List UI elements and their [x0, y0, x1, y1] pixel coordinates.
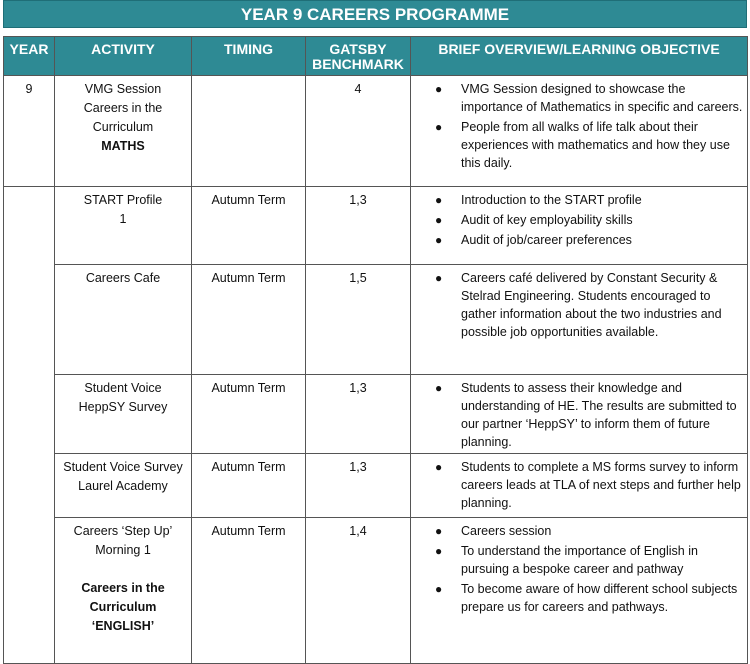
gatsby-cell: 1,4	[306, 518, 411, 664]
bullet-icon: ●	[435, 120, 443, 134]
list-item: ● Introduction to the START profile	[435, 193, 642, 207]
timing-cell: Autumn Term	[192, 518, 306, 664]
timing-cell: Autumn Term	[192, 265, 306, 375]
year-cell-continued	[4, 187, 55, 664]
list-item: ● Students to assess their knowledge and understanding of HE. The results are submitted to our partner ‘HeppSY’ to inform them of future planning.	[435, 381, 737, 449]
bullet-icon: ●	[435, 213, 443, 227]
gatsby-cell: 1,3	[306, 454, 411, 518]
header-year: YEAR	[4, 37, 55, 76]
gatsby-cell: 1,5	[306, 265, 411, 375]
table-row	[4, 76, 748, 187]
timing-cell: Autumn Term	[192, 454, 306, 518]
overview-cell	[411, 265, 748, 375]
list-item: ● Careers session	[435, 524, 552, 538]
gatsby-cell: 4	[306, 76, 411, 187]
activity-line: Curriculum	[92, 120, 154, 134]
list-item: ● Careers café delivered by Constant Security & Stelrad Engineering. Students encouraged to gather information about the two industries and possible job opportunities available.	[435, 271, 722, 339]
header-overview: BRIEF OVERVIEW/LEARNING OBJECTIVE	[411, 37, 748, 76]
activity-cell	[55, 187, 192, 265]
header-activity: ACTIVITY	[55, 37, 192, 76]
activity-subject: ‘ENGLISH’	[91, 619, 155, 633]
programme-table	[3, 36, 748, 664]
activity-cell	[55, 76, 192, 187]
list-item: ● Audit of job/career preferences	[435, 233, 632, 247]
year-cell: 9	[4, 76, 55, 187]
table-row	[4, 454, 748, 518]
gatsby-cell: 1,3	[306, 187, 411, 265]
bullet-icon: ●	[435, 460, 443, 474]
table-row	[4, 518, 748, 664]
header-timing: TIMING	[192, 37, 306, 76]
activity-line: Laurel Academy	[78, 479, 168, 493]
list-item: ● Audit of key employability skills	[435, 213, 633, 227]
overview-cell	[411, 454, 748, 518]
activity-line: START Profile	[83, 193, 163, 207]
timing-cell: Autumn Term	[192, 187, 306, 265]
overview-cell	[411, 518, 748, 664]
bullet-icon: ●	[435, 82, 443, 96]
activity-subject: Curriculum	[89, 600, 157, 614]
activity-line: Careers in the	[83, 101, 163, 115]
bullet-icon: ●	[435, 271, 443, 285]
table-row	[4, 375, 748, 454]
activity-line: Morning 1	[95, 543, 151, 557]
activity-line: Student Voice	[84, 381, 162, 395]
bullet-icon: ●	[435, 582, 443, 596]
activity-subject: Careers in the	[81, 581, 165, 595]
list-item: ● Students to complete a MS forms survey to inform careers leads at TLA of next steps and further help planning.	[435, 460, 741, 510]
bullet-icon: ●	[435, 233, 443, 247]
list-item: ● To become aware of how different school subjects prepare us for careers and pathways.	[435, 582, 738, 614]
activity-line: Careers ‘Step Up’	[73, 524, 173, 538]
activity-cell	[55, 265, 192, 375]
overview-cell	[411, 187, 748, 265]
activity-cell	[55, 375, 192, 454]
page-title: YEAR 9 CAREERS PROGRAMME	[3, 0, 747, 28]
list-item: ● People from all walks of life talk about their experiences with mathematics and how they use this daily.	[435, 120, 730, 170]
overview-cell	[411, 375, 748, 454]
timing-cell	[192, 76, 306, 187]
list-item: ● To understand the importance of English in pursuing a bespoke career and pathway	[435, 544, 698, 576]
bullet-icon: ●	[435, 544, 443, 558]
table-row	[4, 265, 748, 375]
activity-line: HeppSY Survey	[78, 400, 168, 414]
overview-cell	[411, 76, 748, 187]
gatsby-cell: 1,3	[306, 375, 411, 454]
table-row	[4, 187, 748, 265]
list-item: ● VMG Session designed to showcase the importance of Mathematics in specific and careers.	[435, 82, 743, 114]
activity-subject: MATHS	[101, 139, 145, 153]
header-gatsby-benchmark: GATSBY BENCHMARK	[306, 37, 411, 76]
bullet-icon: ●	[435, 193, 443, 207]
bullet-icon: ●	[435, 524, 443, 538]
activity-line: 1	[119, 212, 127, 226]
timing-cell: Autumn Term	[192, 375, 306, 454]
table-header-row	[4, 37, 748, 76]
activity-cell	[55, 518, 192, 664]
activity-cell	[55, 454, 192, 518]
activity-line: Careers Cafe	[85, 271, 161, 285]
activity-line: Student Voice Survey	[63, 460, 183, 474]
activity-line: VMG Session	[84, 82, 162, 96]
bullet-icon: ●	[435, 381, 443, 395]
